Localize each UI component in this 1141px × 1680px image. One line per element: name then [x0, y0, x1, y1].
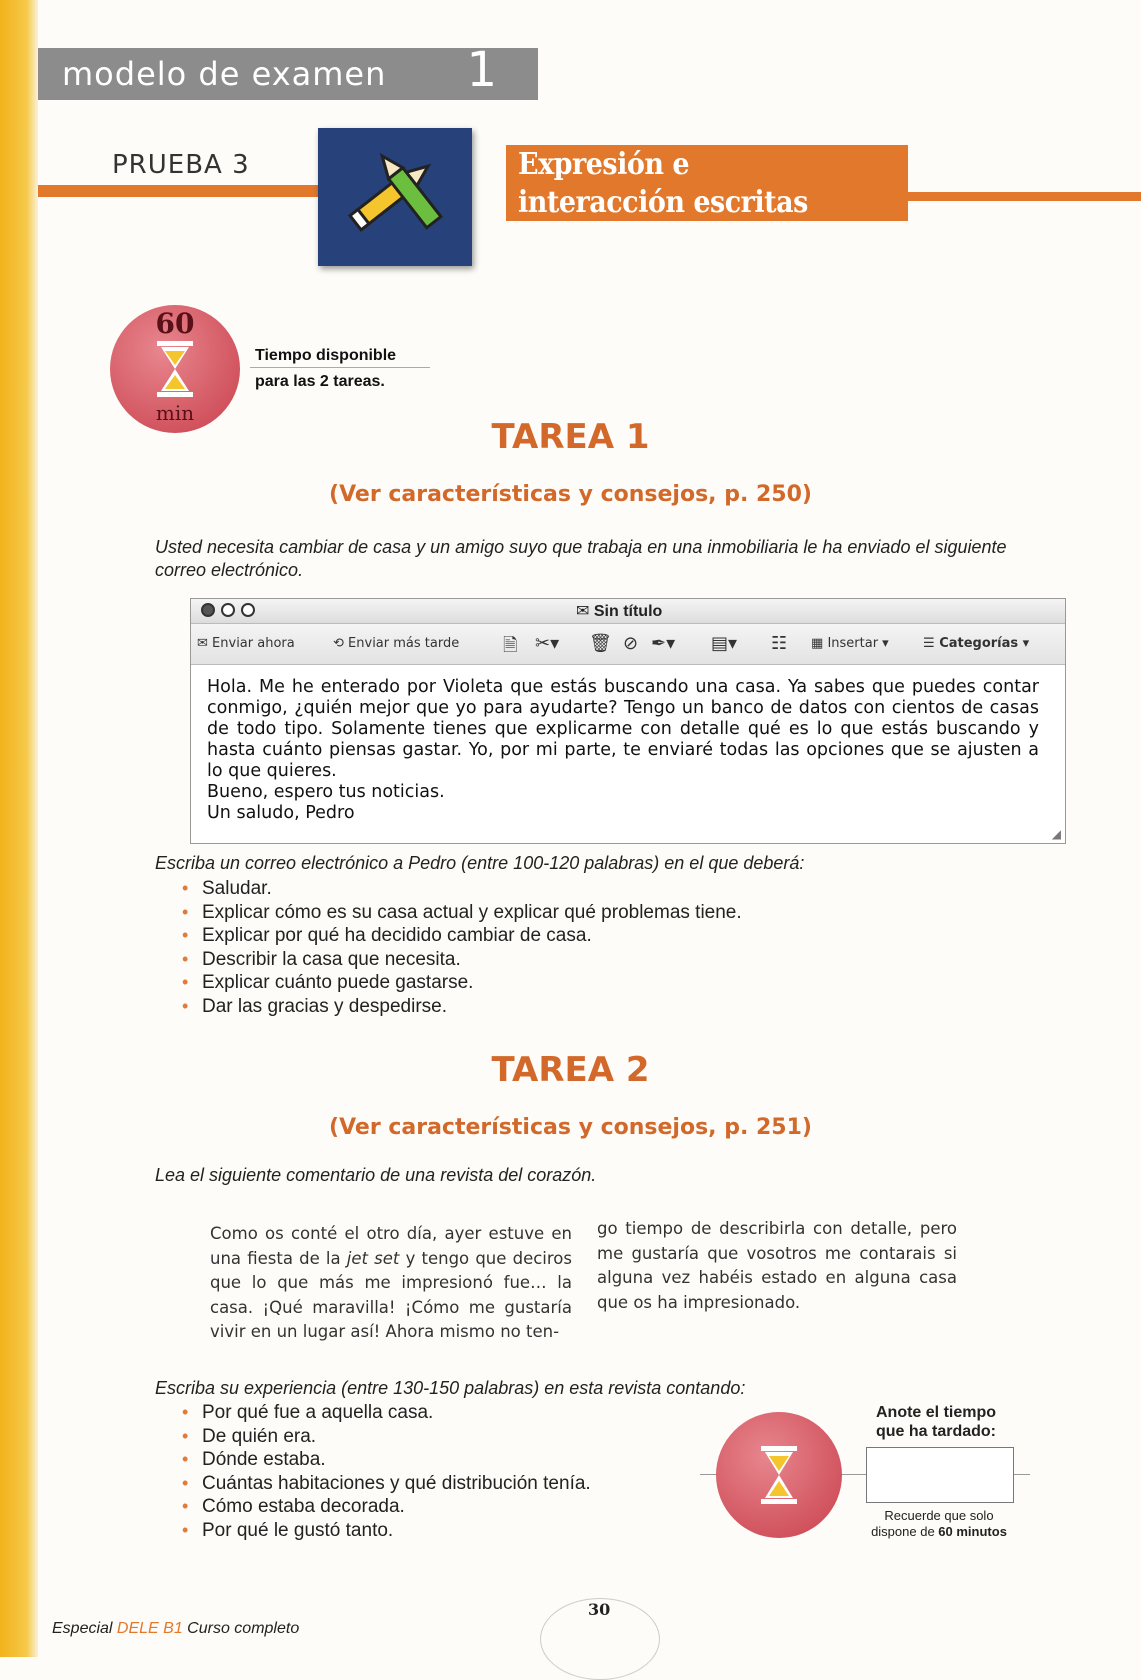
tarea1-instruction: Escriba un correo electrónico a Pedro (entre 100-120 palabras) en el que deberá: — [155, 853, 805, 873]
list-item: • Dar las gracias y despedirse. — [180, 995, 980, 1019]
section-title-line1: Expresión e — [518, 147, 690, 182]
zoom-window-button[interactable] — [241, 603, 255, 617]
email-title-text: Sin título — [593, 603, 663, 620]
tarea2-intro: Lea el siguiente comentario de una revista del corazón. — [155, 1165, 597, 1185]
email-body-text: Hola. Me he enterado por Violeta que estás buscando una casa. Ya sabes que puedes contar conmigo, ¿quién mejor que yo para ayudarte? Tengo un banco de datos con cientos de casas de todo tipo. Solamente tienes que explicarme con detalle qué es lo que estás buscando y hasta cuánto piensas gastar. Yo, por mi parte, te enviaré todas las opciones que se ajusten a lo que quieres. — [207, 677, 1039, 781]
page-number: 30 — [588, 1600, 611, 1619]
list-icon: ☰ — [923, 636, 935, 651]
tarea1-title: TAREA 1 — [491, 417, 650, 457]
hourglass-icon — [716, 1412, 842, 1538]
timer-label — [255, 343, 396, 395]
reminder-minutes: 60 minutos — [938, 1524, 1007, 1539]
tarea1-intro: Usted necesita cambiar de casa y un amigo suyo que trabaja en una inmobiliaria le ha enviado el siguiente correo electrónico. — [155, 537, 1007, 580]
magazine-text-a: Como os conté el otro día, ayer estuve en una fiesta de la — [210, 1224, 572, 1268]
timer-label-line2: para las 2 tareas. — [255, 373, 385, 390]
timer-divider — [250, 367, 430, 368]
close-window-button[interactable] — [201, 603, 215, 617]
magazine-column-1 — [210, 1222, 572, 1345]
tarea2-subtitle: (Ver características y consejos, p. 251) — [329, 1115, 812, 1140]
signature-icon[interactable]: ✒▾ — [651, 633, 676, 654]
magazine-text-b: y tengo que deciros que lo que más me impresionó fue… la casa. ¡Qué maravilla! ¡Cómo me gustaría vivir en un lugar así! Ahora mismo no ten- — [210, 1248, 572, 1341]
timer-minutes: 60 — [155, 307, 195, 340]
time-reminder — [866, 1508, 1012, 1540]
timer-label-line1: Tiempo disponible — [255, 347, 397, 364]
attach-icon[interactable]: ⊘ — [623, 633, 639, 654]
list-item: • Por qué fue a aquella casa. — [180, 1401, 780, 1425]
exam-label: modelo de examen — [62, 55, 387, 93]
envelope-icon: ✉ — [576, 603, 590, 620]
tarea1-bullet-list — [180, 877, 980, 1018]
link-icon[interactable]: ✂▾ — [535, 633, 560, 654]
clock-send-icon: ⟲ — [333, 636, 344, 651]
insert-label: Insertar — [827, 636, 879, 651]
footer-prefix: Especial — [52, 1620, 117, 1637]
tarea2-instruction: Escriba su experiencia (entre 130-150 palabras) en esta revista contando: — [155, 1378, 746, 1398]
footer-suffix: Curso completo — [182, 1620, 300, 1637]
resize-handle-icon[interactable]: ◢ — [1051, 827, 1061, 841]
tarea2-bullet-list — [180, 1401, 780, 1542]
list-item: • Cuántas habitaciones y qué distribución tenía. — [180, 1472, 780, 1496]
insert-button[interactable]: ▦ Insertar ▾ — [811, 636, 889, 651]
exam-number: 1 — [466, 42, 498, 98]
email-line3: Un saludo, Pedro — [207, 803, 355, 823]
tarea1-subtitle: (Ver características y consejos, p. 250) — [329, 482, 812, 507]
pencils-icon — [318, 128, 472, 266]
timer-unit: min — [155, 401, 195, 425]
email-line2: Bueno, espero tus noticias. — [207, 782, 445, 802]
footer-dele: DELE B1 — [116, 1620, 183, 1637]
categories-label: Categorías — [939, 636, 1019, 651]
section-title-line2: interacción escritas — [518, 185, 808, 220]
email-body[interactable] — [207, 677, 1039, 824]
list-item: • Explicar cuánto puede gastarse. — [180, 971, 980, 995]
prueba-label: PRUEBA 3 — [112, 150, 250, 180]
categories-button[interactable]: ☰ Categorías ▾ — [923, 636, 1030, 651]
save-icon[interactable]: 🗎 — [503, 635, 518, 656]
list-item: • Describir la casa que necesita. — [180, 948, 980, 972]
list-item: • De quién era. — [180, 1425, 780, 1449]
time-note-line2: que ha tardado: — [876, 1423, 997, 1440]
time-note-line1: Anote el tiempo — [876, 1404, 997, 1421]
send-now-button[interactable] — [197, 636, 295, 651]
list-item: • Dónde estaba. — [180, 1448, 780, 1472]
tarea2-title: TAREA 2 — [491, 1050, 650, 1090]
reminder-line1: Recuerde que solo — [884, 1508, 994, 1523]
email-window — [190, 598, 1066, 844]
send-later-button[interactable] — [333, 636, 459, 651]
time-note-label — [876, 1403, 996, 1441]
left-margin-stripe — [0, 0, 38, 1657]
footer-brand — [52, 1620, 299, 1638]
options-icon[interactable]: ▤▾ — [711, 633, 738, 654]
list-item: • Explicar cómo es su casa actual y explicar qué problemas tiene. — [180, 901, 980, 925]
send-now-label: Enviar ahora — [212, 636, 295, 651]
exam-banner — [38, 42, 538, 100]
magazine-text-em: jet set — [346, 1248, 400, 1268]
time-taken-field[interactable] — [866, 1447, 1014, 1503]
trash-icon[interactable]: 🗑 — [589, 633, 612, 654]
email-titlebar — [191, 599, 1065, 624]
send-later-label: Enviar más tarde — [348, 636, 460, 651]
magazine-column-2: go tiempo de describirla con detalle, pero me gustaría que vosotros me contarais si alguna vez habéis estado en alguna casa que os ha impresionado. — [597, 1219, 957, 1312]
send-icon: ✉ — [197, 636, 208, 651]
email-toolbar — [191, 624, 1065, 665]
list-item: • Cómo estaba decorada. — [180, 1495, 780, 1519]
list-item: • Saludar. — [180, 877, 980, 901]
list-item: • Por qué le gustó tanto. — [180, 1519, 780, 1543]
table-icon: ▦ — [811, 636, 824, 651]
email-window-title — [576, 601, 662, 621]
minimize-window-button[interactable] — [221, 603, 235, 617]
hourglass-timer-icon — [110, 305, 240, 433]
section-title — [518, 146, 908, 222]
list-item: • Explicar por qué ha decidido cambiar de casa. — [180, 924, 980, 948]
format-icon[interactable]: ☷ — [771, 633, 788, 654]
reminder-line2: dispone de — [871, 1524, 939, 1539]
prueba-rule-right — [908, 192, 1141, 201]
prueba-rule-left — [38, 185, 320, 197]
